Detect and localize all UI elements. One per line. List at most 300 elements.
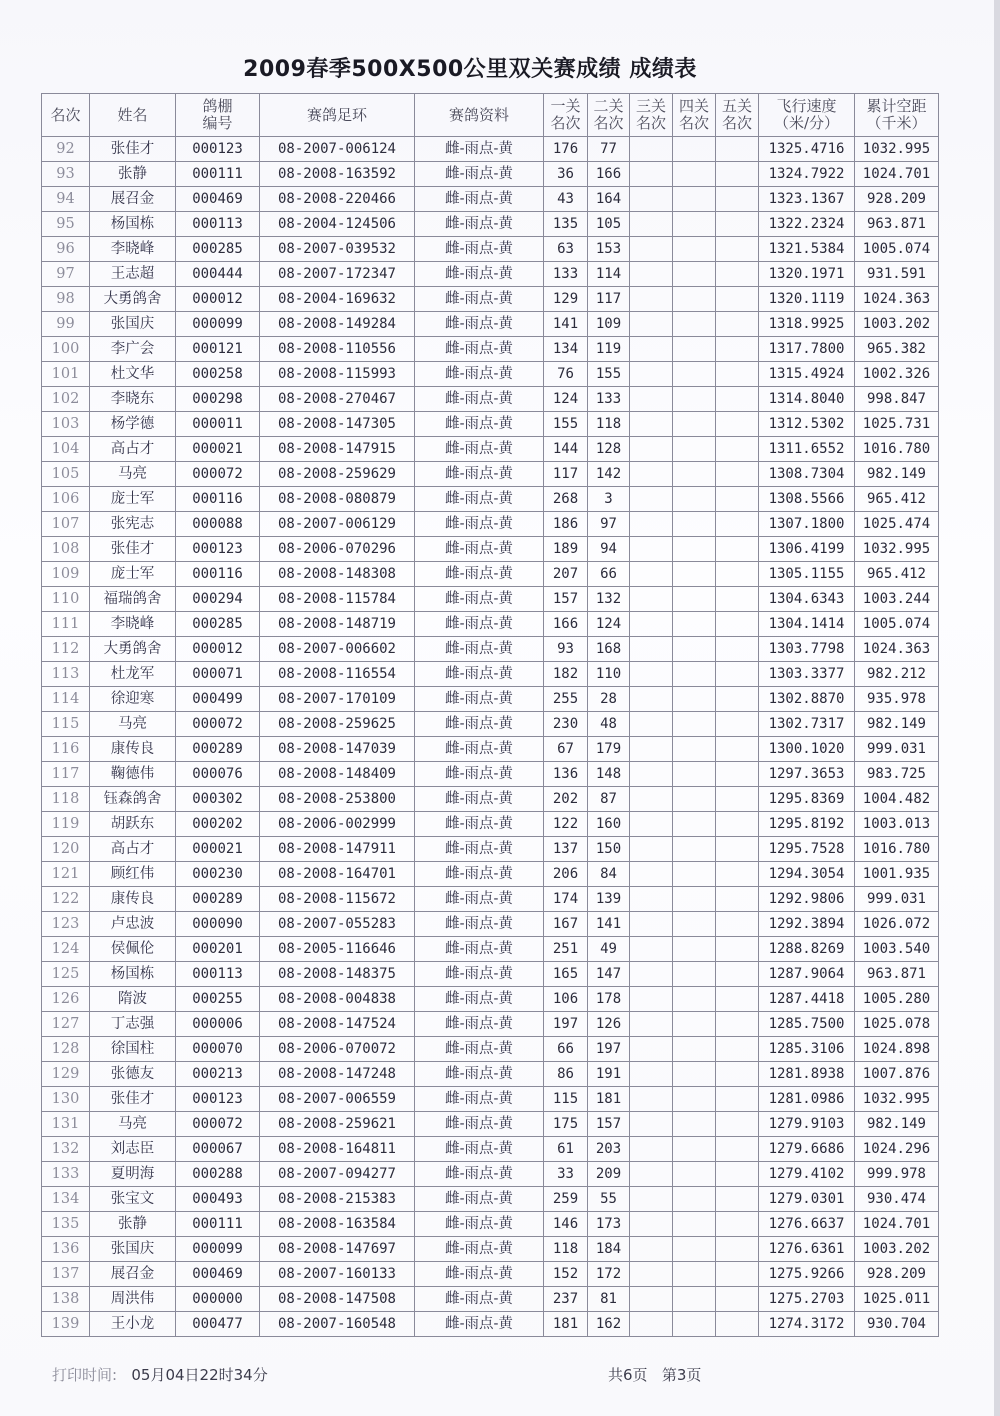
stage4-cell	[673, 1287, 716, 1312]
info-cell: 雌-雨点-黄	[415, 537, 544, 562]
loft-cell: 000123	[176, 1087, 260, 1112]
info-cell: 雌-雨点-黄	[415, 1037, 544, 1062]
stage5-cell	[716, 737, 759, 762]
stage5-cell	[716, 262, 759, 287]
stage5-cell	[716, 1012, 759, 1037]
info-cell: 雌-雨点-黄	[415, 1262, 544, 1287]
stage1-cell: 133	[544, 262, 588, 287]
name-cell: 周洪伟	[90, 1287, 176, 1312]
rank-cell: 131	[42, 1112, 90, 1137]
table-row	[42, 537, 939, 562]
name-cell: 杨学德	[90, 412, 176, 437]
info-cell: 雌-雨点-黄	[415, 1137, 544, 1162]
stage5-cell	[716, 1312, 759, 1337]
table-row	[42, 387, 939, 412]
stage4-cell	[673, 1137, 716, 1162]
stage3-cell	[630, 662, 673, 687]
loft-cell: 000067	[176, 1137, 260, 1162]
stage3-cell	[630, 837, 673, 862]
info-cell: 雌-雨点-黄	[415, 737, 544, 762]
rank-cell: 112	[42, 637, 90, 662]
loft-cell: 000072	[176, 462, 260, 487]
stage1-cell: 66	[544, 1037, 588, 1062]
info-cell: 雌-雨点-黄	[415, 762, 544, 787]
table-row	[42, 1212, 939, 1237]
page-count: 共6页 第3页	[608, 1366, 702, 1384]
info-cell: 雌-雨点-黄	[415, 787, 544, 812]
speed-cell: 1321.5384	[759, 237, 855, 262]
name-cell: 李广会	[90, 337, 176, 362]
ring-cell: 08-2006-070296	[260, 537, 415, 562]
ring-cell: 08-2008-163584	[260, 1212, 415, 1237]
stage5-cell	[716, 1112, 759, 1137]
stage1-cell: 61	[544, 1137, 588, 1162]
speed-cell: 1302.8870	[759, 687, 855, 712]
info-cell: 雌-雨点-黄	[415, 712, 544, 737]
stage2-cell: 173	[588, 1212, 630, 1237]
distance-cell: 998.847	[855, 387, 939, 412]
header-stage3: 三关 名次	[630, 94, 673, 137]
stage1-cell: 175	[544, 1112, 588, 1137]
stage5-cell	[716, 287, 759, 312]
stage5-cell	[716, 562, 759, 587]
speed-cell: 1287.9064	[759, 962, 855, 987]
distance-cell: 1004.482	[855, 787, 939, 812]
loft-cell: 000285	[176, 237, 260, 262]
name-cell: 徐国柱	[90, 1037, 176, 1062]
ring-cell: 08-2008-147305	[260, 412, 415, 437]
stage2-cell: 133	[588, 387, 630, 412]
stage3-cell	[630, 537, 673, 562]
table-row	[42, 1012, 939, 1037]
stage2-cell: 105	[588, 212, 630, 237]
loft-cell: 000202	[176, 812, 260, 837]
rank-cell: 121	[42, 862, 90, 887]
stage5-cell	[716, 537, 759, 562]
loft-cell: 000123	[176, 537, 260, 562]
rank-cell: 126	[42, 987, 90, 1012]
table-row	[42, 962, 939, 987]
stage5-cell	[716, 987, 759, 1012]
stage1-cell: 141	[544, 312, 588, 337]
loft-cell: 000070	[176, 1037, 260, 1062]
stage3-cell	[630, 487, 673, 512]
stage3-cell	[630, 1212, 673, 1237]
rank-cell: 134	[42, 1187, 90, 1212]
stage4-cell	[673, 1212, 716, 1237]
distance-cell: 1032.995	[855, 537, 939, 562]
header-stage2: 二关 名次	[588, 94, 630, 137]
stage2-cell: 153	[588, 237, 630, 262]
loft-cell: 000285	[176, 612, 260, 637]
name-cell: 王小龙	[90, 1312, 176, 1337]
loft-cell: 000121	[176, 337, 260, 362]
distance-cell: 999.031	[855, 887, 939, 912]
loft-cell: 000111	[176, 162, 260, 187]
stage3-cell	[630, 1037, 673, 1062]
rank-cell: 106	[42, 487, 90, 512]
stage3-cell	[630, 312, 673, 337]
distance-cell: 930.474	[855, 1187, 939, 1212]
stage2-cell: 162	[588, 1312, 630, 1337]
stage4-cell	[673, 912, 716, 937]
ring-cell: 08-2008-148308	[260, 562, 415, 587]
rank-cell: 125	[42, 962, 90, 987]
header-stage4: 四关 名次	[673, 94, 716, 137]
ring-cell: 08-2008-147039	[260, 737, 415, 762]
stage1-cell: 255	[544, 687, 588, 712]
stage3-cell	[630, 1262, 673, 1287]
loft-cell: 000289	[176, 737, 260, 762]
distance-cell: 1005.280	[855, 987, 939, 1012]
stage5-cell	[716, 712, 759, 737]
stage1-cell: 106	[544, 987, 588, 1012]
info-cell: 雌-雨点-黄	[415, 1087, 544, 1112]
name-cell: 庞士军	[90, 562, 176, 587]
ring-cell: 08-2008-270467	[260, 387, 415, 412]
table-row	[42, 437, 939, 462]
stage1-cell: 63	[544, 237, 588, 262]
loft-cell: 000116	[176, 562, 260, 587]
page-edge	[994, 0, 1000, 1416]
stage5-cell	[716, 662, 759, 687]
rank-cell: 130	[42, 1087, 90, 1112]
rank-cell: 118	[42, 787, 90, 812]
stage2-cell: 3	[588, 487, 630, 512]
speed-cell: 1297.3653	[759, 762, 855, 787]
print-time-value: 05月04日22时34分	[131, 1366, 268, 1384]
stage2-cell: 49	[588, 937, 630, 962]
stage5-cell	[716, 362, 759, 387]
info-cell: 雌-雨点-黄	[415, 312, 544, 337]
stage4-cell	[673, 1062, 716, 1087]
stage1-cell: 207	[544, 562, 588, 587]
stage4-cell	[673, 1237, 716, 1262]
info-cell: 雌-雨点-黄	[415, 1062, 544, 1087]
table-row	[42, 812, 939, 837]
distance-cell: 930.704	[855, 1312, 939, 1337]
header-ring: 赛鸽足环	[260, 94, 415, 137]
rank-cell: 99	[42, 312, 90, 337]
distance-cell: 1003.244	[855, 587, 939, 612]
stage3-cell	[630, 262, 673, 287]
name-cell: 张静	[90, 1212, 176, 1237]
table-row	[42, 1137, 939, 1162]
loft-cell: 000302	[176, 787, 260, 812]
stage5-cell	[716, 912, 759, 937]
stage5-cell	[716, 387, 759, 412]
table-row	[42, 937, 939, 962]
stage5-cell	[716, 637, 759, 662]
table-row	[42, 237, 939, 262]
stage2-cell: 55	[588, 1187, 630, 1212]
rank-cell: 124	[42, 937, 90, 962]
speed-cell: 1308.7304	[759, 462, 855, 487]
stage4-cell	[673, 937, 716, 962]
ring-cell: 08-2007-006129	[260, 512, 415, 537]
stage3-cell	[630, 1287, 673, 1312]
speed-cell: 1315.4924	[759, 362, 855, 387]
stage5-cell	[716, 487, 759, 512]
stage1-cell: 197	[544, 1012, 588, 1037]
stage3-cell	[630, 187, 673, 212]
stage3-cell	[630, 1012, 673, 1037]
name-cell: 大勇鸽舍	[90, 287, 176, 312]
name-cell: 杨国栋	[90, 212, 176, 237]
distance-cell: 1024.701	[855, 162, 939, 187]
table-row	[42, 162, 939, 187]
stage3-cell	[630, 212, 673, 237]
speed-cell: 1275.2703	[759, 1287, 855, 1312]
name-cell: 高占才	[90, 837, 176, 862]
stage4-cell	[673, 762, 716, 787]
stage4-cell	[673, 562, 716, 587]
loft-cell: 000213	[176, 1062, 260, 1087]
stage5-cell	[716, 137, 759, 162]
stage4-cell	[673, 337, 716, 362]
stage2-cell: 179	[588, 737, 630, 762]
stage4-cell	[673, 1037, 716, 1062]
stage2-cell: 139	[588, 887, 630, 912]
ring-cell: 08-2008-147915	[260, 437, 415, 462]
stage5-cell	[716, 437, 759, 462]
distance-cell: 1025.078	[855, 1012, 939, 1037]
stage2-cell: 81	[588, 1287, 630, 1312]
name-cell: 侯佩伦	[90, 937, 176, 962]
speed-cell: 1275.9266	[759, 1262, 855, 1287]
rank-cell: 117	[42, 762, 90, 787]
info-cell: 雌-雨点-黄	[415, 887, 544, 912]
loft-cell: 000493	[176, 1187, 260, 1212]
name-cell: 张宪志	[90, 512, 176, 537]
ring-cell: 08-2008-148375	[260, 962, 415, 987]
name-cell: 卢忠波	[90, 912, 176, 937]
speed-cell: 1285.7500	[759, 1012, 855, 1037]
distance-cell: 1016.780	[855, 837, 939, 862]
header-speed: 飞行速度 （米/分）	[759, 94, 855, 137]
stage2-cell: 28	[588, 687, 630, 712]
rank-cell: 97	[42, 262, 90, 287]
table-row	[42, 1062, 939, 1087]
stage5-cell	[716, 962, 759, 987]
stage4-cell	[673, 1012, 716, 1037]
ring-cell: 08-2007-006559	[260, 1087, 415, 1112]
stage5-cell	[716, 237, 759, 262]
info-cell: 雌-雨点-黄	[415, 1187, 544, 1212]
info-cell: 雌-雨点-黄	[415, 512, 544, 537]
info-cell: 雌-雨点-黄	[415, 287, 544, 312]
table-row	[42, 562, 939, 587]
stage4-cell	[673, 487, 716, 512]
stage1-cell: 259	[544, 1187, 588, 1212]
ring-cell: 08-2007-160548	[260, 1312, 415, 1337]
stage4-cell	[673, 1187, 716, 1212]
distance-cell: 982.149	[855, 462, 939, 487]
stage5-cell	[716, 1062, 759, 1087]
rank-cell: 110	[42, 587, 90, 612]
stage5-cell	[716, 412, 759, 437]
name-cell: 隋波	[90, 987, 176, 1012]
speed-cell: 1295.8192	[759, 812, 855, 837]
loft-cell: 000469	[176, 187, 260, 212]
stage2-cell: 77	[588, 137, 630, 162]
stage2-cell: 164	[588, 187, 630, 212]
rank-cell: 123	[42, 912, 90, 937]
stage1-cell: 174	[544, 887, 588, 912]
speed-cell: 1314.8040	[759, 387, 855, 412]
speed-cell: 1302.7317	[759, 712, 855, 737]
name-cell: 张宝文	[90, 1187, 176, 1212]
stage3-cell	[630, 1162, 673, 1187]
info-cell: 雌-雨点-黄	[415, 237, 544, 262]
loft-cell: 000076	[176, 762, 260, 787]
table-row	[42, 287, 939, 312]
stage2-cell: 197	[588, 1037, 630, 1062]
stage2-cell: 147	[588, 962, 630, 987]
stage1-cell: 237	[544, 1287, 588, 1312]
rank-cell: 96	[42, 237, 90, 262]
name-cell: 马亮	[90, 462, 176, 487]
info-cell: 雌-雨点-黄	[415, 1287, 544, 1312]
table-row	[42, 262, 939, 287]
stage1-cell: 165	[544, 962, 588, 987]
stage4-cell	[673, 687, 716, 712]
ring-cell: 08-2008-148409	[260, 762, 415, 787]
stage3-cell	[630, 237, 673, 262]
stage2-cell: 66	[588, 562, 630, 587]
table-row	[42, 462, 939, 487]
ring-cell: 08-2007-055283	[260, 912, 415, 937]
stage3-cell	[630, 162, 673, 187]
info-cell: 雌-雨点-黄	[415, 687, 544, 712]
stage1-cell: 202	[544, 787, 588, 812]
rank-cell: 100	[42, 337, 90, 362]
name-cell: 李晓峰	[90, 612, 176, 637]
distance-cell: 1005.074	[855, 612, 939, 637]
info-cell: 雌-雨点-黄	[415, 612, 544, 637]
distance-cell: 963.871	[855, 212, 939, 237]
stage2-cell: 117	[588, 287, 630, 312]
stage3-cell	[630, 287, 673, 312]
table-row	[42, 1312, 939, 1337]
ring-cell: 08-2008-253800	[260, 787, 415, 812]
ring-cell: 08-2008-149284	[260, 312, 415, 337]
ring-cell: 08-2008-115993	[260, 362, 415, 387]
distance-cell: 1032.995	[855, 1087, 939, 1112]
stage5-cell	[716, 787, 759, 812]
name-cell: 张静	[90, 162, 176, 187]
stage2-cell: 166	[588, 162, 630, 187]
stage5-cell	[716, 937, 759, 962]
stage1-cell: 137	[544, 837, 588, 862]
speed-cell: 1311.6552	[759, 437, 855, 462]
stage3-cell	[630, 412, 673, 437]
stage3-cell	[630, 362, 673, 387]
stage4-cell	[673, 812, 716, 837]
stage3-cell	[630, 687, 673, 712]
stage3-cell	[630, 1187, 673, 1212]
speed-cell: 1306.4199	[759, 537, 855, 562]
info-cell: 雌-雨点-黄	[415, 137, 544, 162]
loft-cell: 000289	[176, 887, 260, 912]
stage3-cell	[630, 712, 673, 737]
rank-cell: 135	[42, 1212, 90, 1237]
distance-cell: 1005.074	[855, 237, 939, 262]
stage4-cell	[673, 537, 716, 562]
stage1-cell: 268	[544, 487, 588, 512]
speed-cell: 1281.8938	[759, 1062, 855, 1087]
stage4-cell	[673, 862, 716, 887]
name-cell: 马亮	[90, 1112, 176, 1137]
rank-cell: 122	[42, 887, 90, 912]
table-row	[42, 212, 939, 237]
name-cell: 马亮	[90, 712, 176, 737]
table-row	[42, 1037, 939, 1062]
name-cell: 张佳才	[90, 1087, 176, 1112]
info-cell: 雌-雨点-黄	[415, 1112, 544, 1137]
table-row	[42, 587, 939, 612]
table-row	[42, 837, 939, 862]
speed-cell: 1318.9925	[759, 312, 855, 337]
distance-cell: 931.591	[855, 262, 939, 287]
stage1-cell: 33	[544, 1162, 588, 1187]
table-row	[42, 662, 939, 687]
info-cell: 雌-雨点-黄	[415, 487, 544, 512]
header-name: 姓名	[90, 94, 176, 137]
name-cell: 张佳才	[90, 537, 176, 562]
info-cell: 雌-雨点-黄	[415, 912, 544, 937]
table-row	[42, 312, 939, 337]
table-row	[42, 1237, 939, 1262]
name-cell: 胡跃东	[90, 812, 176, 837]
stage2-cell: 142	[588, 462, 630, 487]
stage1-cell: 86	[544, 1062, 588, 1087]
speed-cell: 1308.5566	[759, 487, 855, 512]
stage4-cell	[673, 1112, 716, 1137]
results-body	[42, 137, 939, 1337]
distance-cell: 1007.876	[855, 1062, 939, 1087]
table-row	[42, 512, 939, 537]
info-cell: 雌-雨点-黄	[415, 1212, 544, 1237]
table-row	[42, 362, 939, 387]
info-cell: 雌-雨点-黄	[415, 162, 544, 187]
table-row	[42, 1162, 939, 1187]
stage1-cell: 122	[544, 812, 588, 837]
stage4-cell	[673, 837, 716, 862]
loft-cell: 000113	[176, 212, 260, 237]
stage4-cell	[673, 262, 716, 287]
info-cell: 雌-雨点-黄	[415, 362, 544, 387]
loft-cell: 000011	[176, 412, 260, 437]
stage5-cell	[716, 1187, 759, 1212]
info-cell: 雌-雨点-黄	[415, 662, 544, 687]
ring-cell: 08-2008-147697	[260, 1237, 415, 1262]
speed-cell: 1307.1800	[759, 512, 855, 537]
name-cell: 顾红伟	[90, 862, 176, 887]
rank-cell: 115	[42, 712, 90, 737]
ring-cell: 08-2007-094277	[260, 1162, 415, 1187]
header-loft: 鸽棚 编号	[176, 94, 260, 137]
ring-cell: 08-2007-160133	[260, 1262, 415, 1287]
stage2-cell: 141	[588, 912, 630, 937]
ring-cell: 08-2007-170109	[260, 687, 415, 712]
stage3-cell	[630, 1312, 673, 1337]
stage3-cell	[630, 1237, 673, 1262]
loft-cell: 000021	[176, 837, 260, 862]
stage5-cell	[716, 687, 759, 712]
table-row	[42, 862, 939, 887]
loft-cell: 000288	[176, 1162, 260, 1187]
